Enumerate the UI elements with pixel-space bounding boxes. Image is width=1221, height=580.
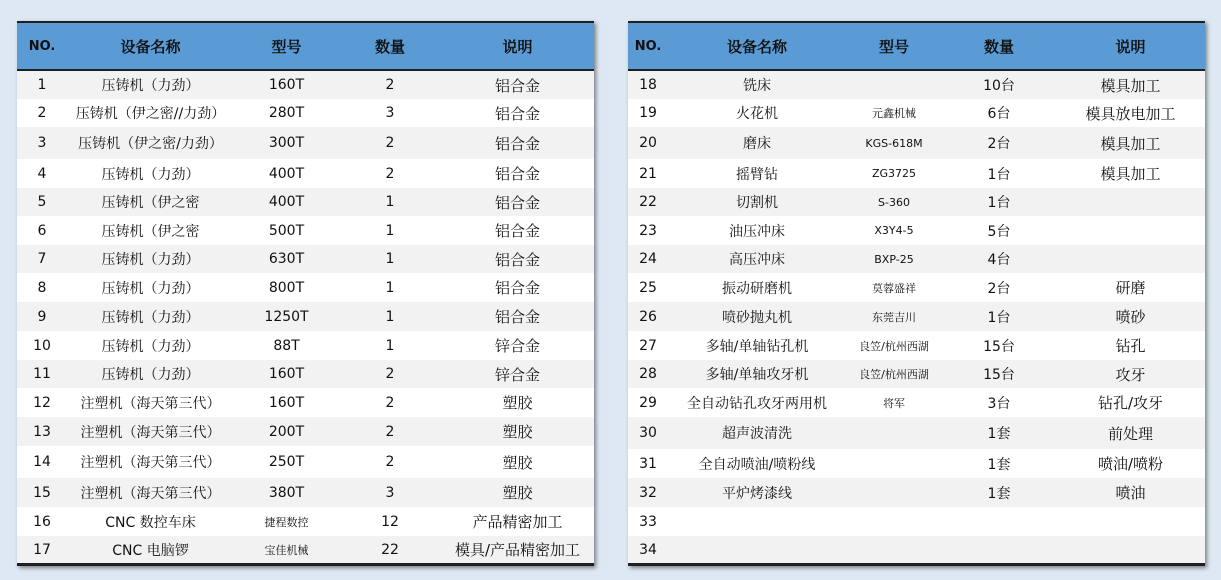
table-row	[628, 245, 1205, 273]
cell-qty: 4台	[942, 245, 1056, 273]
cell-desc: 模具加工	[1056, 159, 1205, 188]
cell-name: 多轴/单轴攻牙机	[668, 360, 846, 388]
cell-desc: 前处理	[1056, 417, 1205, 449]
cell-model: 500T	[234, 216, 339, 245]
cell-model: 88T	[234, 331, 339, 360]
cell-desc	[1056, 188, 1205, 216]
cell-desc: 研磨	[1056, 273, 1205, 302]
table-row	[17, 478, 594, 507]
cell-name: 压铸机（力劲）	[67, 245, 234, 273]
cell-no: 34	[628, 536, 668, 563]
cell-model: 捷程数控	[234, 507, 339, 536]
cell-qty: 2	[339, 70, 441, 99]
cell-no: 21	[628, 159, 668, 188]
cell-no: 28	[628, 360, 668, 388]
cell-desc: 铝合金	[441, 245, 594, 273]
cell-model: 200T	[234, 417, 339, 446]
cell-qty: 1套	[942, 449, 1056, 478]
cell-no: 31	[628, 449, 668, 478]
cell-name: 高压冲床	[668, 245, 846, 273]
cell-qty: 2	[339, 159, 441, 188]
cell-desc: 钻孔	[1056, 331, 1205, 360]
cell-desc: 钻孔/攻牙	[1056, 388, 1205, 417]
cell-model: 160T	[234, 70, 339, 99]
cell-qty: 5台	[942, 216, 1056, 245]
cell-desc: 铝合金	[441, 127, 594, 159]
cell-qty: 3	[339, 99, 441, 127]
cell-model: BXP-25	[846, 245, 942, 273]
cell-desc: 铝合金	[441, 99, 594, 127]
cell-model: 莫蓉盛祥	[846, 273, 942, 302]
cell-model: 400T	[234, 188, 339, 216]
cell-no: 19	[628, 99, 668, 127]
table-row	[628, 478, 1205, 507]
cell-model	[846, 70, 942, 99]
table-row	[17, 273, 594, 302]
table-row	[628, 302, 1205, 331]
table-row	[17, 507, 594, 536]
cell-no: 14	[17, 446, 67, 478]
cell-model: 380T	[234, 478, 339, 507]
cell-desc: 铝合金	[441, 273, 594, 302]
cell-qty: 1台	[942, 159, 1056, 188]
table-row	[17, 216, 594, 245]
table-row	[17, 360, 594, 388]
cell-desc: 产品精密加工	[441, 507, 594, 536]
cell-qty: 2	[339, 360, 441, 388]
cell-qty: 12	[339, 507, 441, 536]
cell-model: 300T	[234, 127, 339, 159]
table-row	[17, 302, 594, 331]
cell-desc: 模具/产品精密加工	[441, 536, 594, 563]
cell-no: 9	[17, 302, 67, 331]
cell-desc: 塑胶	[441, 388, 594, 417]
cell-model: 将军	[846, 388, 942, 417]
table-row	[628, 388, 1205, 417]
cell-model: 280T	[234, 99, 339, 127]
cell-name: 压铸机（力劲）	[67, 331, 234, 360]
cell-no: 24	[628, 245, 668, 273]
cell-no: 8	[17, 273, 67, 302]
cell-model: 良笠/杭州西湖	[846, 360, 942, 388]
cell-qty: 1	[339, 216, 441, 245]
equipment-table	[17, 23, 594, 563]
table-body	[628, 70, 1205, 563]
cell-qty: 2	[339, 446, 441, 478]
cell-name	[668, 536, 846, 563]
cell-name: 压铸机（力劲）	[67, 273, 234, 302]
cell-qty: 2	[339, 417, 441, 446]
cell-name: 振动研磨机	[668, 273, 846, 302]
cell-qty: 1	[339, 245, 441, 273]
cell-model: KGS-618M	[846, 127, 942, 159]
cell-name: 全自动钻孔攻牙两用机	[668, 388, 846, 417]
cell-no: 12	[17, 388, 67, 417]
cell-desc: 铝合金	[441, 70, 594, 99]
table-body	[17, 70, 594, 563]
header-model: 型号	[846, 23, 942, 70]
table-row	[628, 216, 1205, 245]
cell-no: 29	[628, 388, 668, 417]
cell-name: 注塑机（海天第三代）	[67, 446, 234, 478]
cell-no: 26	[628, 302, 668, 331]
table-header-row	[17, 23, 594, 70]
cell-no: 25	[628, 273, 668, 302]
cell-name: 压铸机（伊之密//力劲）	[67, 99, 234, 127]
cell-no: 3	[17, 127, 67, 159]
cell-desc: 铝合金	[441, 159, 594, 188]
cell-name: 油压冲床	[668, 216, 846, 245]
cell-name: 平炉烤漆线	[668, 478, 846, 507]
cell-desc	[1056, 507, 1205, 536]
table-row	[628, 417, 1205, 449]
cell-qty: 1	[339, 273, 441, 302]
cell-name: 压铸机（伊之密	[67, 188, 234, 216]
cell-no: 2	[17, 99, 67, 127]
cell-qty: 2	[339, 127, 441, 159]
cell-desc: 喷油	[1056, 478, 1205, 507]
cell-model: 250T	[234, 446, 339, 478]
table-row	[17, 127, 594, 159]
cell-no: 5	[17, 188, 67, 216]
cell-qty: 3台	[942, 388, 1056, 417]
cell-no: 33	[628, 507, 668, 536]
cell-desc	[1056, 245, 1205, 273]
cell-desc: 模具放电加工	[1056, 99, 1205, 127]
table-row	[17, 99, 594, 127]
cell-no: 13	[17, 417, 67, 446]
cell-model	[846, 507, 942, 536]
cell-model: X3Y4-5	[846, 216, 942, 245]
cell-no: 23	[628, 216, 668, 245]
table-row	[628, 507, 1205, 536]
table-row	[17, 188, 594, 216]
table-row	[628, 159, 1205, 188]
cell-no: 7	[17, 245, 67, 273]
cell-desc	[1056, 536, 1205, 563]
header-name: 设备名称	[67, 23, 234, 70]
cell-desc: 喷油/喷粉	[1056, 449, 1205, 478]
cell-no: 30	[628, 417, 668, 449]
cell-no: 6	[17, 216, 67, 245]
cell-qty: 1	[339, 302, 441, 331]
cell-desc: 模具加工	[1056, 127, 1205, 159]
cell-qty: 1台	[942, 188, 1056, 216]
cell-name: 注塑机（海天第三代）	[67, 478, 234, 507]
cell-desc	[1056, 216, 1205, 245]
cell-name: 喷砂抛丸机	[668, 302, 846, 331]
cell-qty: 1	[339, 188, 441, 216]
cell-name: 全自动喷油/喷粉线	[668, 449, 846, 478]
equipment-table	[628, 23, 1205, 563]
cell-desc: 塑胶	[441, 478, 594, 507]
cell-qty: 1	[339, 331, 441, 360]
cell-qty: 2台	[942, 127, 1056, 159]
cell-model: S-360	[846, 188, 942, 216]
header-qty: 数量	[339, 23, 441, 70]
cell-model	[846, 478, 942, 507]
table-row	[17, 331, 594, 360]
cell-qty: 3	[339, 478, 441, 507]
cell-qty: 6台	[942, 99, 1056, 127]
table-row	[17, 70, 594, 99]
header-no: NO.	[17, 23, 67, 70]
cell-no: 22	[628, 188, 668, 216]
table-header-row	[628, 23, 1205, 70]
table-row	[17, 446, 594, 478]
cell-desc: 攻牙	[1056, 360, 1205, 388]
cell-model: ZG3725	[846, 159, 942, 188]
header-no: NO.	[628, 23, 668, 70]
cell-qty: 22	[339, 536, 441, 563]
table-row	[628, 360, 1205, 388]
cell-name: 压铸机（力劲）	[67, 159, 234, 188]
cell-name: 切割机	[668, 188, 846, 216]
cell-name: 摇臂钻	[668, 159, 846, 188]
cell-name: 压铸机（伊之密/力劲）	[67, 127, 234, 159]
cell-qty: 15台	[942, 360, 1056, 388]
table-row	[17, 245, 594, 273]
table-row	[17, 417, 594, 446]
cell-model: 良笠/杭州西湖	[846, 331, 942, 360]
cell-qty: 10台	[942, 70, 1056, 99]
table-row	[628, 273, 1205, 302]
cell-desc: 铝合金	[441, 188, 594, 216]
cell-model: 宝佳机械	[234, 536, 339, 563]
table-row	[628, 70, 1205, 99]
cell-no: 4	[17, 159, 67, 188]
cell-no: 18	[628, 70, 668, 99]
cell-no: 27	[628, 331, 668, 360]
cell-qty: 2	[339, 388, 441, 417]
cell-name: 注塑机（海天第三代）	[67, 417, 234, 446]
cell-qty: 1套	[942, 478, 1056, 507]
table-row	[17, 159, 594, 188]
cell-qty: 2台	[942, 273, 1056, 302]
equipment-table-right	[628, 21, 1205, 566]
cell-name: CNC 数控车床	[67, 507, 234, 536]
cell-no: 16	[17, 507, 67, 536]
table-row	[628, 331, 1205, 360]
cell-model	[846, 536, 942, 563]
cell-name: 压铸机（伊之密	[67, 216, 234, 245]
table-row	[628, 127, 1205, 159]
cell-model	[846, 449, 942, 478]
table-row	[628, 188, 1205, 216]
cell-name: 火花机	[668, 99, 846, 127]
cell-desc: 铝合金	[441, 302, 594, 331]
equipment-table-left	[17, 21, 594, 566]
cell-model: 800T	[234, 273, 339, 302]
header-model: 型号	[234, 23, 339, 70]
cell-model	[846, 417, 942, 449]
table-row	[628, 99, 1205, 127]
cell-qty: 15台	[942, 331, 1056, 360]
cell-model: 1250T	[234, 302, 339, 331]
cell-no: 11	[17, 360, 67, 388]
table-row	[17, 536, 594, 563]
cell-name: 压铸机（力劲）	[67, 70, 234, 99]
cell-desc: 铝合金	[441, 216, 594, 245]
table-row	[628, 536, 1205, 563]
cell-name: 多轴/单轴钻孔机	[668, 331, 846, 360]
cell-name: 超声波清洗	[668, 417, 846, 449]
cell-no: 32	[628, 478, 668, 507]
cell-no: 20	[628, 127, 668, 159]
table-row	[17, 388, 594, 417]
cell-model: 160T	[234, 360, 339, 388]
cell-desc: 锌合金	[441, 331, 594, 360]
cell-name: 铣床	[668, 70, 846, 99]
cell-desc: 塑胶	[441, 446, 594, 478]
cell-qty: 1套	[942, 417, 1056, 449]
cell-name: 磨床	[668, 127, 846, 159]
cell-desc: 锌合金	[441, 360, 594, 388]
header-name: 设备名称	[668, 23, 846, 70]
cell-model: 东莞吉川	[846, 302, 942, 331]
header-qty: 数量	[942, 23, 1056, 70]
cell-qty	[942, 507, 1056, 536]
cell-qty: 1台	[942, 302, 1056, 331]
cell-desc: 喷砂	[1056, 302, 1205, 331]
cell-no: 10	[17, 331, 67, 360]
cell-name	[668, 507, 846, 536]
cell-model: 630T	[234, 245, 339, 273]
cell-no: 1	[17, 70, 67, 99]
cell-model: 160T	[234, 388, 339, 417]
cell-name: CNC 电脑锣	[67, 536, 234, 563]
header-desc: 说明	[1056, 23, 1205, 70]
header-desc: 说明	[441, 23, 594, 70]
cell-desc: 塑胶	[441, 417, 594, 446]
cell-no: 15	[17, 478, 67, 507]
cell-model: 400T	[234, 159, 339, 188]
cell-qty	[942, 536, 1056, 563]
table-row	[628, 449, 1205, 478]
cell-name: 注塑机（海天第三代）	[67, 388, 234, 417]
cell-model: 元鑫机械	[846, 99, 942, 127]
cell-no: 17	[17, 536, 67, 563]
cell-desc: 模具加工	[1056, 70, 1205, 99]
cell-name: 压铸机（力劲）	[67, 360, 234, 388]
cell-name: 压铸机（力劲）	[67, 302, 234, 331]
